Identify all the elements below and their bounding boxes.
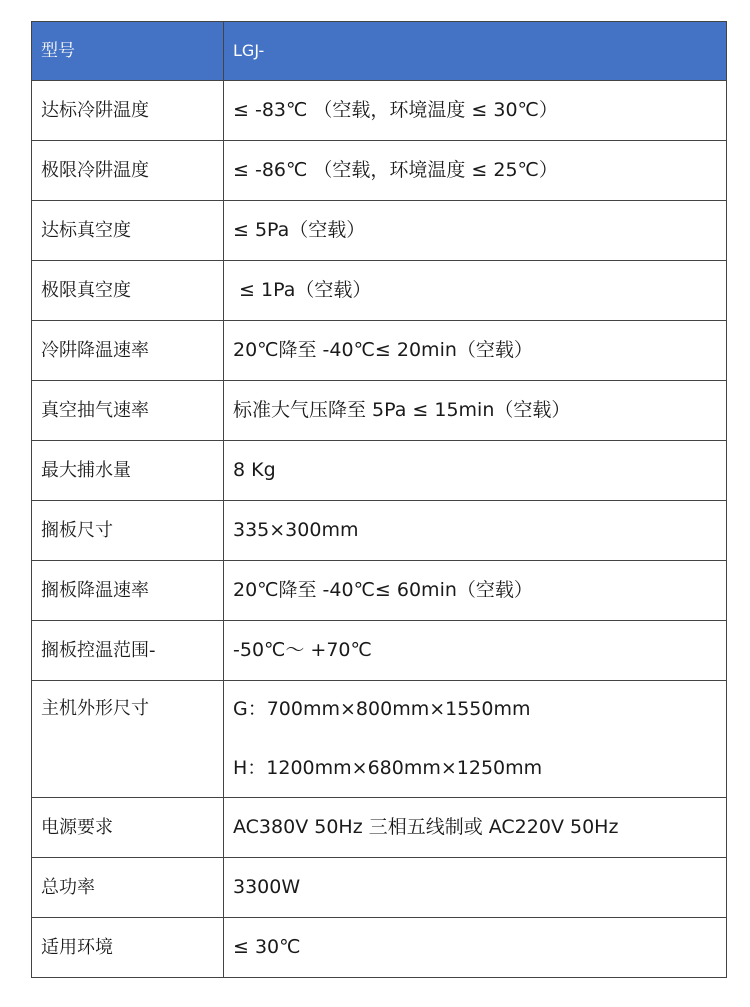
row-label: 极限冷阱温度 bbox=[32, 141, 224, 201]
row-value: -50℃～ +70℃ bbox=[224, 621, 727, 681]
table-row bbox=[32, 261, 727, 321]
row-value: 20℃降至 -40℃≤ 20min（空载） bbox=[224, 321, 727, 381]
row-label: 极限真空度 bbox=[32, 261, 224, 321]
row-label: 总功率 bbox=[32, 858, 224, 918]
table-row bbox=[32, 441, 727, 501]
row-label: 搁板控温范围- bbox=[32, 621, 224, 681]
row-value: ≤ 5Pa（空载） bbox=[224, 201, 727, 261]
dimension-line-h: H：1200mm×680mm×1250mm bbox=[233, 757, 543, 779]
spec-table bbox=[31, 21, 727, 978]
table-row bbox=[32, 621, 727, 681]
row-label: 搁板尺寸 bbox=[32, 501, 224, 561]
table-row bbox=[32, 201, 727, 261]
row-label: 搁板降温速率 bbox=[32, 561, 224, 621]
row-label: 主机外形尺寸 bbox=[32, 681, 224, 798]
row-label: 电源要求 bbox=[32, 798, 224, 858]
table-row bbox=[32, 918, 727, 978]
row-label: 冷阱降温速率 bbox=[32, 321, 224, 381]
row-value: 标准大气压降至 5Pa ≤ 15min（空载） bbox=[224, 381, 727, 441]
table-row bbox=[32, 681, 727, 798]
row-label: 适用环境 bbox=[32, 918, 224, 978]
table-row bbox=[32, 81, 727, 141]
table-row bbox=[32, 501, 727, 561]
row-value: 335×300mm bbox=[224, 501, 727, 561]
row-label: 真空抽气速率 bbox=[32, 381, 224, 441]
table-header-row bbox=[32, 22, 727, 81]
row-label: 达标真空度 bbox=[32, 201, 224, 261]
table-row bbox=[32, 858, 727, 918]
row-value: ≤ -83℃ （空载，环境温度 ≤ 30℃） bbox=[224, 81, 727, 141]
header-label-cell: 型号 bbox=[32, 22, 224, 81]
row-label: 达标冷阱温度 bbox=[32, 81, 224, 141]
row-value bbox=[224, 681, 727, 798]
row-value: 3300W bbox=[224, 858, 727, 918]
table-row bbox=[32, 321, 727, 381]
table-row bbox=[32, 381, 727, 441]
header-value-cell: LGJ- bbox=[224, 22, 727, 81]
row-value: ≤ 30℃ bbox=[224, 918, 727, 978]
row-value: ≤ 1Pa（空载） bbox=[224, 261, 727, 321]
row-value: AC380V 50Hz 三相五线制或 AC220V 50Hz bbox=[224, 798, 727, 858]
row-value: 8 Kg bbox=[224, 441, 727, 501]
table-row bbox=[32, 798, 727, 858]
dimension-line-g: G：700mm×800mm×1550mm bbox=[233, 698, 531, 721]
table-row bbox=[32, 561, 727, 621]
row-value: 20℃降至 -40℃≤ 60min（空载） bbox=[224, 561, 727, 621]
row-value: ≤ -86℃ （空载，环境温度 ≤ 25℃） bbox=[224, 141, 727, 201]
table-row bbox=[32, 141, 727, 201]
row-label: 最大捕水量 bbox=[32, 441, 224, 501]
